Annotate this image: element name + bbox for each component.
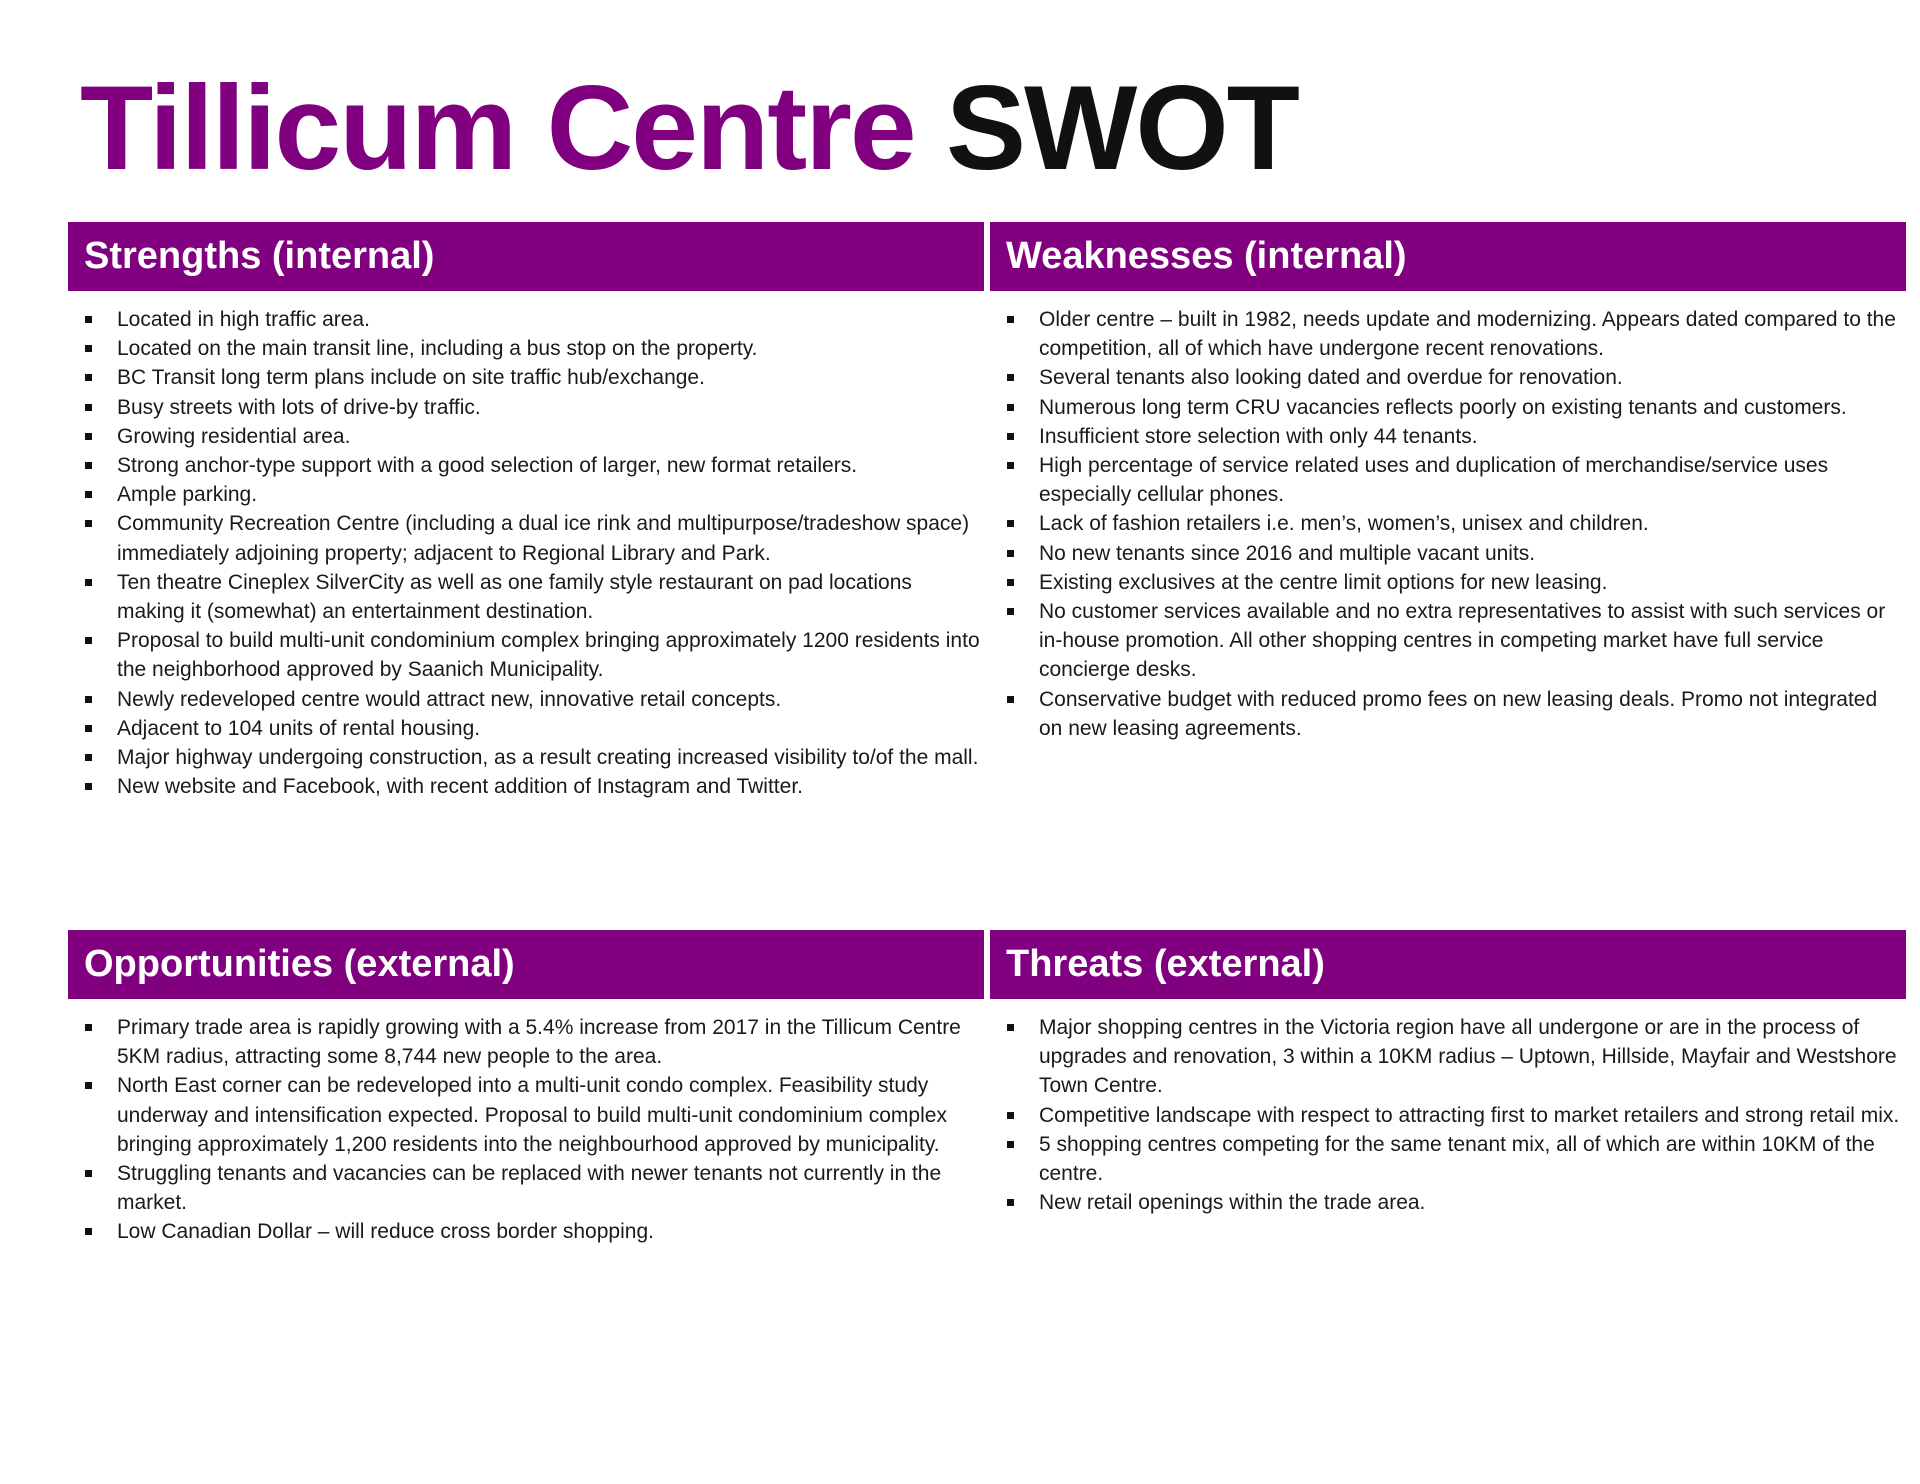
strengths-item: New website and Facebook, with recent addition of Instagram and Twitter. — [68, 772, 984, 801]
weaknesses-section — [990, 222, 1906, 743]
weaknesses-item: No new tenants since 2016 and multiple vacant units. — [990, 539, 1906, 568]
strengths-heading: Strengths (internal) — [68, 222, 984, 291]
page-title-accent: Tillicum Centre — [80, 61, 915, 195]
strengths-list — [68, 305, 984, 801]
weaknesses-item: Insufficient store selection with only 44 tenants. — [990, 422, 1906, 451]
opportunities-item: Low Canadian Dollar – will reduce cross border shopping. — [68, 1217, 984, 1246]
page-title-swot: SWOT — [946, 61, 1298, 195]
threats-item: New retail openings within the trade area. — [990, 1188, 1906, 1217]
weaknesses-item: Existing exclusives at the centre limit options for new leasing. — [990, 568, 1906, 597]
strengths-item: Community Recreation Centre (including a dual ice rink and multipurpose/tradeshow space) immediately adjoining property; adjacent to Regional Library and Park. — [68, 509, 984, 567]
threats-section — [990, 930, 1906, 1217]
weaknesses-heading: Weaknesses (internal) — [990, 222, 1906, 291]
opportunities-section — [68, 930, 984, 1247]
strengths-item: Located on the main transit line, including a bus stop on the property. — [68, 334, 984, 363]
weaknesses-list — [990, 305, 1906, 743]
page-title — [80, 61, 1298, 195]
weaknesses-item: No customer services available and no extra representatives to assist with such services or in-house promotion. All other shopping centres in competing market have full service concierge desks. — [990, 597, 1906, 685]
weaknesses-item: Several tenants also looking dated and overdue for renovation. — [990, 363, 1906, 392]
weaknesses-item: Conservative budget with reduced promo fees on new leasing deals. Promo not integrated on new leasing agreements. — [990, 685, 1906, 743]
strengths-section — [68, 222, 984, 801]
weaknesses-item: Numerous long term CRU vacancies reflects poorly on existing tenants and customers. — [990, 393, 1906, 422]
threats-heading: Threats (external) — [990, 930, 1906, 999]
opportunities-item: Struggling tenants and vacancies can be replaced with newer tenants not currently in the market. — [68, 1159, 984, 1217]
strengths-item: Adjacent to 104 units of rental housing. — [68, 714, 984, 743]
strengths-item: Located in high traffic area. — [68, 305, 984, 334]
weaknesses-item: High percentage of service related uses and duplication of merchandise/service uses especially cellular phones. — [990, 451, 1906, 509]
strengths-item: Growing residential area. — [68, 422, 984, 451]
opportunities-heading: Opportunities (external) — [68, 930, 984, 999]
strengths-item: Busy streets with lots of drive-by traffic. — [68, 393, 984, 422]
opportunities-list — [68, 1013, 984, 1247]
threats-item: Major shopping centres in the Victoria region have all undergone or are in the process of upgrades and renovation, 3 within a 10KM radius – Uptown, Hillside, Mayfair and Westshore Town Centre. — [990, 1013, 1906, 1101]
strengths-item: Ample parking. — [68, 480, 984, 509]
weaknesses-item: Older centre – built in 1982, needs update and modernizing. Appears dated compared to the competition, all of which have undergone recent renovations. — [990, 305, 1906, 363]
threats-item: 5 shopping centres competing for the same tenant mix, all of which are within 10KM of the centre. — [990, 1130, 1906, 1188]
strengths-item: Major highway undergoing construction, as a result creating increased visibility to/of the mall. — [68, 743, 984, 772]
strengths-item: Proposal to build multi-unit condominium complex bringing approximately 1200 residents into the neighborhood approved by Saanich Municipality. — [68, 626, 984, 684]
strengths-item: Newly redeveloped centre would attract new, innovative retail concepts. — [68, 685, 984, 714]
threats-item: Competitive landscape with respect to attracting first to market retailers and strong retail mix. — [990, 1101, 1906, 1130]
opportunities-item: Primary trade area is rapidly growing with a 5.4% increase from 2017 in the Tillicum Centre 5KM radius, attracting some 8,744 new people to the area. — [68, 1013, 984, 1071]
opportunities-item: North East corner can be redeveloped into a multi-unit condo complex. Feasibility study underway and intensification expected. Proposal to build multi-unit condominium complex bringing approximately 1,200 residents into the neighbourhood approved by municipality. — [68, 1071, 984, 1159]
strengths-item: Ten theatre Cineplex SilverCity as well as one family style restaurant on pad locations making it (somewhat) an entertainment destination. — [68, 568, 984, 626]
threats-list — [990, 1013, 1906, 1217]
weaknesses-item: Lack of fashion retailers i.e. men’s, women’s, unisex and children. — [990, 509, 1906, 538]
strengths-item: Strong anchor-type support with a good selection of larger, new format retailers. — [68, 451, 984, 480]
strengths-item: BC Transit long term plans include on site traffic hub/exchange. — [68, 363, 984, 392]
